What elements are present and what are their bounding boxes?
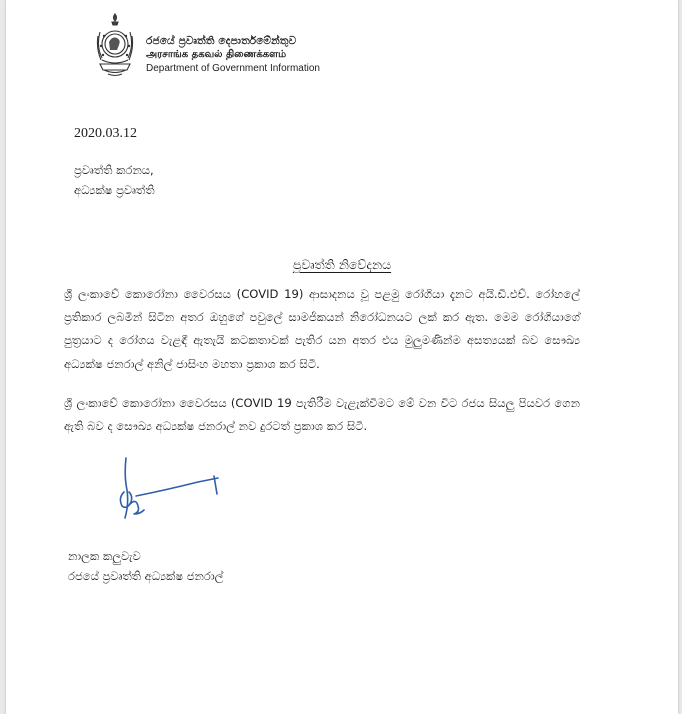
letterhead-english: Department of Government Information	[146, 63, 320, 74]
signer-name: නාලක කලුවැව	[68, 549, 141, 563]
heading-block	[6, 254, 678, 273]
addressee-line-1: ප්‍රවෘත්ති කරනය,	[74, 163, 154, 177]
paragraph-2: ශ්‍රී ලංකාවේ කොරෝනා වෛරසය (COVID 19 පැතිරීම වැළැක්වීමට මේ වන විට රජය සියලු පියවර ගෙන ඇති බව ද සෞඛ්‍ය අධ්‍යක්ෂ ජනරාල් නව දුරටත් ප්‍රකාශ කර සිටී.	[64, 396, 580, 434]
press-release-page	[6, 0, 678, 714]
letterhead-tamil: அரசாங்க தகவல் திணைக்களம்	[146, 49, 287, 60]
addressee-block	[74, 160, 155, 200]
letterhead-sinhala: රජයේ ප්‍රවෘත්ති දෙපාර්තමේන්තුව	[146, 35, 297, 47]
paragraph-1: ශ්‍රී ලංකාවේ කොරෝනා වෛරසය (COVID 19) ආසාදනය වූ පළමු රෝගියා දැනට අයි.ඩී.එච්. රෝහලේ ප්‍රතිකාර ලබමින් සිටින අතර ඔහුගේ පවුලේ සාමජිකයන් නිරෝධනයට ලක් කර ඇත. මෙම රෝගියාගේ පුත්‍රයාට ද රෝගය වැළඳී ඇතැයි කටකතාවක් පැතිර යන අතර එය මුලුමණින්ම අසත්‍යයක් බව සෞඛ්‍ය අධ්‍යක්ෂ ජනරාල් අනිල් ජාසිංහ මහතා ප්‍රකාශ කර සිටී.	[64, 287, 580, 371]
press-release-heading: ප්‍රවෘත්ති නිවේදනය	[292, 257, 392, 272]
signer-title: රජයේ ප්‍රවෘත්ති අධ්‍යක්ෂ ජනරාල්	[68, 569, 224, 583]
addressee-line-2: අධ්‍යක්ෂ ප්‍රවෘත්ති	[74, 183, 155, 197]
letter-date: 2020.03.12	[74, 126, 137, 141]
handwritten-signature	[114, 452, 234, 534]
letterhead	[90, 12, 390, 84]
sri-lanka-emblem-icon	[90, 12, 140, 82]
signer-block	[68, 546, 223, 586]
